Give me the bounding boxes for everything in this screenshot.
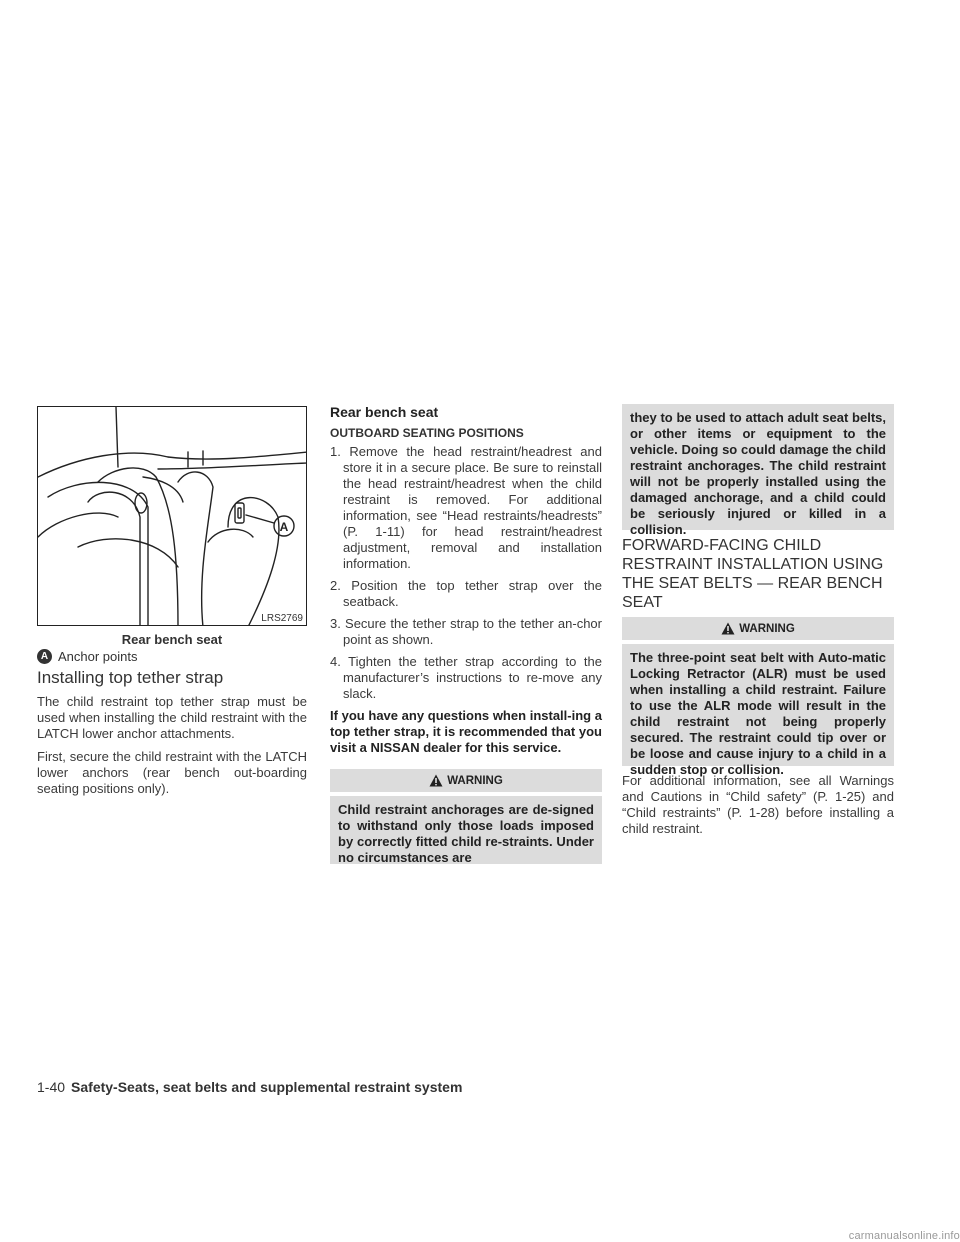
installing-top-tether-heading: Installing top tether strap: [37, 668, 224, 687]
col1-paragraph-2: First, secure the child restraint with the LATCH lower anchors (rear bench out-boarding seating positions only).: [37, 749, 307, 796]
step-1: 1. Remove the head restraint/headrest and store it in a secure place. Be sure to reinstall the head restraint/headrest when the child restraint is removed. For additional information, see “Head restraints/headrests” (P. 1-11) for head restraint/headrest adjustment, removal and installation information.: [330, 444, 602, 571]
step-3: 3. Secure the tether strap to the tether an-chor point as shown.: [330, 616, 602, 647]
warning-header-2: [622, 617, 894, 640]
figure-legend: [37, 649, 138, 664]
chapter-title: Safety-Seats, seat belts and supplemental restraint system: [71, 1079, 463, 1095]
legend-letter-a: A: [37, 649, 52, 664]
page-footer: [37, 1079, 462, 1095]
warning-icon: [721, 622, 735, 635]
steps-list: [330, 444, 602, 708]
page-number: 1-40: [37, 1079, 66, 1095]
warning-label-1: WARNING: [447, 774, 503, 787]
warning-body-2: The three-point seat belt with Auto-matic Locking Retractor (ALR) must be used when installing a child restraint. Failure to use the ALR mode will result in the child restraint not being properly secured. The restraint could tip over or be loose and cause injury to a child in a sudden stop or collision.: [622, 644, 894, 766]
warning-body-1-continued: they to be used to attach adult seat belts, or other items or equipment to the vehicle. Doing so could damage the child restraint anchorages. The child restraint will not be properly installed using the damaged anchorage, and a child could be seriously injured or killed in a collision.: [622, 404, 894, 530]
col1-paragraph-1: The child restraint top tether strap must be used when installing the child restraint with the LATCH lower anchor attachments.: [37, 694, 307, 741]
figure-code: LRS2769: [261, 613, 303, 624]
figure-caption: Rear bench seat: [121, 632, 223, 647]
dealer-note: If you have any questions when install-ing a top tether strap, it is recommended that you visit a NISSAN dealer for this service.: [330, 708, 602, 755]
step-4: 4. Tighten the tether strap according to the manufacturer’s instructions to re-move any slack.: [330, 654, 602, 701]
seat-illustration: [37, 406, 307, 626]
col3-paragraph: For additional information, see all Warnings and Cautions in “Child safety” (P. 1-25) and “Child restraints” (P. 1-28) before installing a child restraint.: [622, 773, 894, 836]
rear-bench-seat-heading: Rear bench seat: [330, 404, 439, 420]
warning-label-2: WARNING: [739, 622, 795, 635]
warning-body-1: Child restraint anchorages are de-signed to withstand only those loads imposed by correctly fitted child re-straints. Under no circumstances are: [330, 796, 602, 864]
warning-icon: [429, 774, 443, 787]
outboard-subheading: OUTBOARD SEATING POSITIONS: [330, 426, 524, 440]
step-2: 2. Position the top tether strap over the seatback.: [330, 578, 602, 609]
watermark: carmanualsonline.info: [848, 1230, 960, 1242]
warning-header-1: [330, 769, 602, 792]
rear-bench-seat-drawing: [38, 407, 307, 626]
legend-text: Anchor points: [58, 649, 138, 664]
callout-a: A: [279, 520, 289, 534]
forward-facing-heading: FORWARD-FACING CHILD RESTRAINT INSTALLATION USING THE SEAT BELTS — REAR BENCH SEAT: [622, 537, 884, 611]
